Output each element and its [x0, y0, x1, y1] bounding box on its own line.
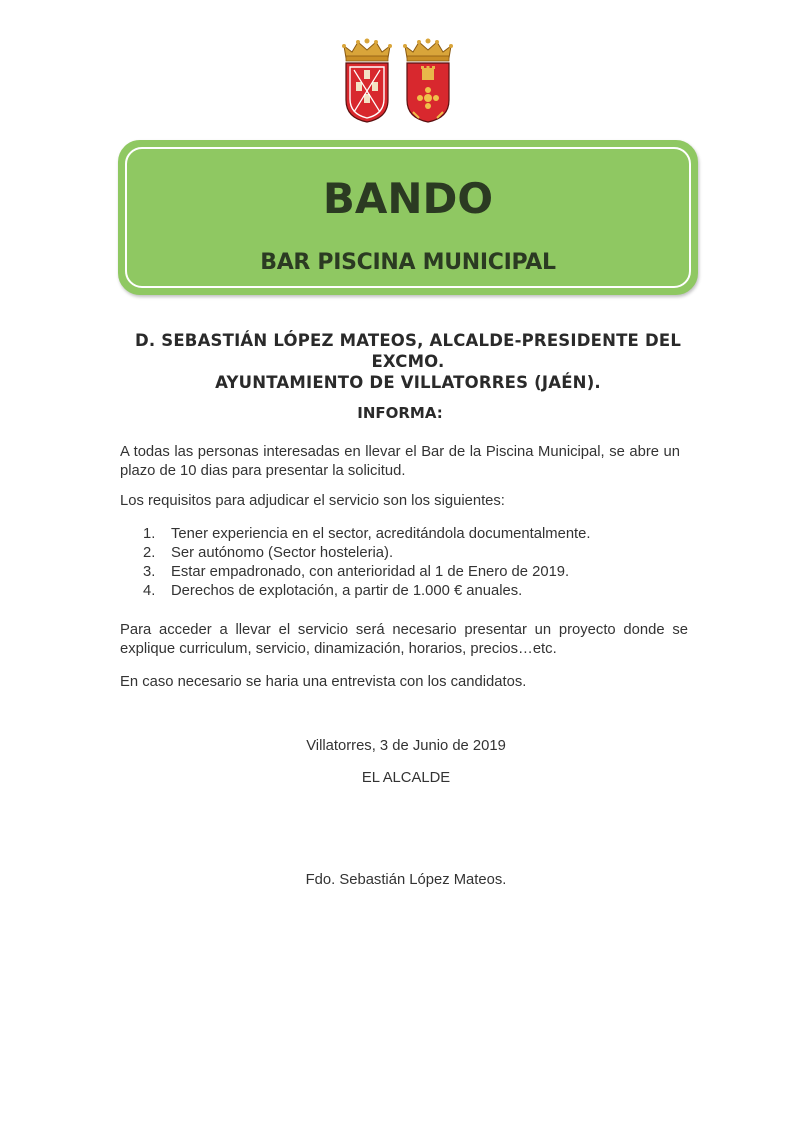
signature-date: Villatorres, 3 de Junio de 2019 [306, 738, 506, 754]
list-number: 1. [143, 526, 156, 542]
requirements-list [143, 525, 591, 601]
list-item [143, 544, 591, 563]
list-text: Estar empadronado, con anterioridad al 1 de Enero de 2019. [171, 564, 570, 580]
list-item [143, 525, 591, 544]
coat-of-arms-right-icon [403, 38, 453, 124]
signatory-role: EL ALCALDE [361, 770, 451, 786]
intro-paragraph: A todas las personas interesadas en llevar el Bar de la Piscina Municipal, se abre un plazo de 10 dias para presentar la solicitud. [120, 444, 680, 479]
informa-heading: INFORMA: [357, 404, 443, 422]
list-item [143, 563, 591, 582]
list-number: 3. [143, 564, 156, 580]
project-note: Para acceder a llevar el servicio será necesario presentar un proyecto donde se explique curriculum, servicio, dinamización, horarios, precios…etc. [120, 622, 688, 657]
signatory-name: Fdo. Sebastián López Mateos. [305, 872, 507, 888]
list-text: Derechos de explotación, a partir de 1.000 € anuales. [171, 583, 523, 599]
list-text: Tener experiencia en el sector, acreditándola documentalmente. [171, 526, 591, 542]
list-number: 4. [143, 583, 156, 599]
list-text: Ser autónomo (Sector hosteleria). [171, 545, 394, 561]
issuer-block [100, 330, 716, 393]
coat-of-arms-left-icon [342, 38, 392, 124]
issuer-line-2: AYUNTAMIENTO DE VILLATORRES (JAÉN). [215, 373, 601, 392]
list-number: 2. [143, 545, 156, 561]
document-subtitle: BAR PISCINA MUNICIPAL [260, 250, 556, 275]
interview-note: En caso necesario se haria una entrevista con los candidatos. [120, 674, 527, 690]
title-banner [118, 140, 698, 295]
requirements-intro: Los requisitos para adjudicar el servicio son los siguientes: [120, 493, 505, 509]
issuer-line-1: D. SEBASTIÁN LÓPEZ MATEOS, ALCALDE-PRESIDENTE DEL EXCMO. [134, 331, 682, 371]
document-title: BANDO [322, 174, 494, 223]
list-item [143, 582, 591, 601]
